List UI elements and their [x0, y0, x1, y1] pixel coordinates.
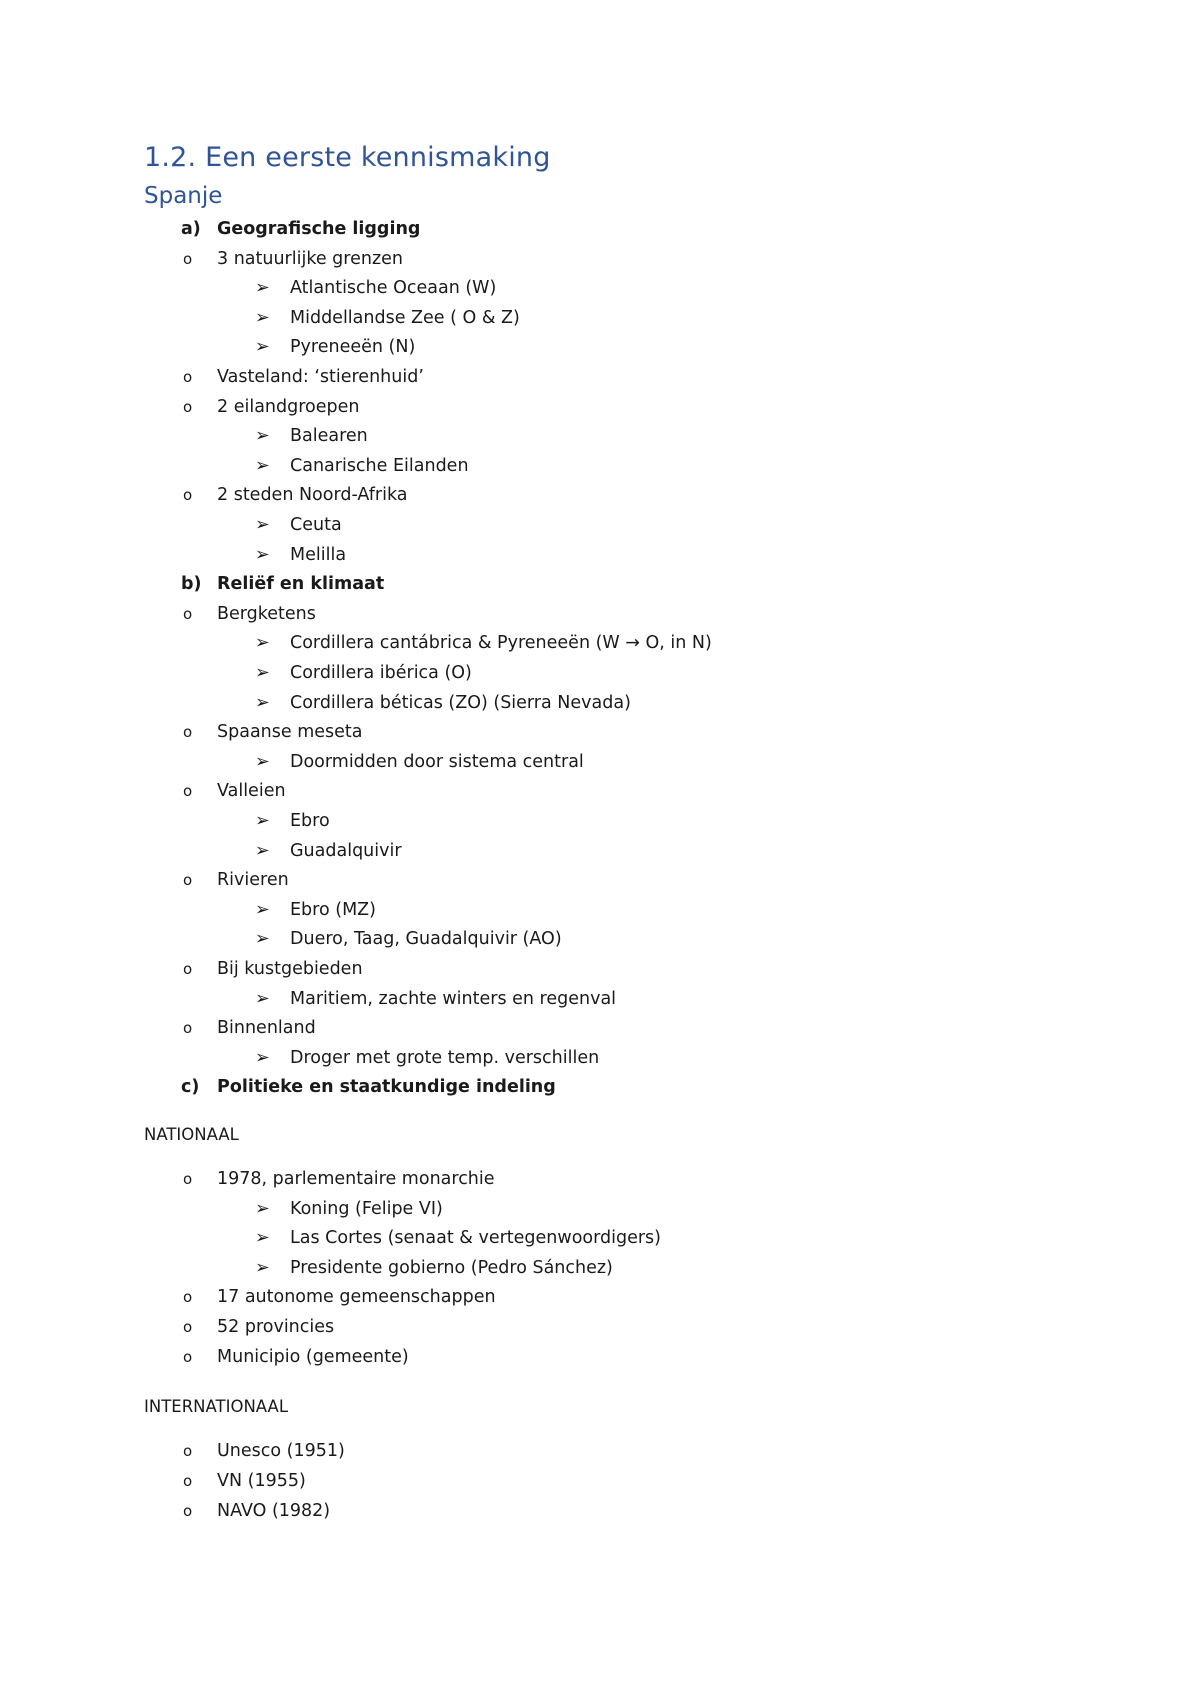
sub-list-item	[0, 1255, 1200, 1281]
arrow-bullet-icon: ➢	[255, 544, 270, 565]
list-item-text: VN (1955)	[217, 1471, 306, 1492]
list-item	[0, 1468, 1200, 1494]
list-item	[0, 1498, 1200, 1524]
circle-bullet-icon: o	[183, 486, 193, 505]
section-heading	[0, 216, 1200, 242]
circle-bullet-icon: o	[183, 871, 193, 890]
arrow-bullet-icon: ➢	[255, 515, 270, 535]
list-item	[0, 1314, 1200, 1340]
section-letter: b)	[181, 574, 202, 595]
list-item	[0, 1166, 1200, 1192]
list-item	[0, 1438, 1200, 1464]
list-item-text: Municipio (gemeente)	[217, 1346, 409, 1367]
list-item-text: Atlantische Oceaan (W)	[290, 278, 497, 299]
page-title: 1.2. Een eerste kennismaking	[144, 142, 551, 173]
sub-list-item	[0, 542, 1200, 568]
list-item-text: NAVO (1982)	[217, 1501, 331, 1522]
sub-list-item	[0, 838, 1200, 864]
list-item-text: Valleien	[217, 781, 286, 802]
nationaal-heading: NATIONAAL	[144, 1125, 239, 1144]
list-item-text: Canarische Eilanden	[290, 455, 469, 476]
list-item	[0, 246, 1200, 272]
sub-list-item	[0, 808, 1200, 834]
page-subtitle: Spanje	[144, 183, 223, 209]
list-item-text: 52 provincies	[217, 1317, 335, 1337]
list-item-text: 17 autonome gemeenschappen	[217, 1287, 496, 1308]
section-letter: a)	[181, 219, 201, 239]
sub-list-item	[0, 423, 1200, 449]
list-item-text: Bij kustgebieden	[217, 959, 363, 979]
list-item-text: 2 eilandgroepen	[217, 396, 360, 417]
list-item-text: Ceuta	[290, 515, 342, 535]
sub-list-item	[0, 512, 1200, 538]
arrow-bullet-icon: ➢	[255, 692, 270, 713]
arrow-bullet-icon: ➢	[255, 1228, 270, 1249]
list-item-text: Balearen	[290, 426, 368, 447]
arrow-bullet-icon: ➢	[255, 337, 270, 358]
list-item	[0, 1015, 1200, 1041]
list-item-text: Ebro (MZ)	[290, 899, 376, 920]
sub-list-item	[0, 1196, 1200, 1222]
list-item-text: Cordillera béticas (ZO) (Sierra Nevada)	[290, 692, 631, 713]
sub-list-item	[0, 334, 1200, 360]
circle-bullet-icon: o	[183, 249, 193, 268]
sub-list-item	[0, 1225, 1200, 1251]
list-item-text: 3 natuurlijke grenzen	[217, 248, 403, 269]
arrow-bullet-icon: ➢	[255, 1047, 270, 1068]
list-item	[0, 956, 1200, 982]
arrow-bullet-icon: ➢	[255, 988, 270, 1009]
list-item-text: 1978, parlementaire monarchie	[217, 1169, 495, 1189]
list-item-text: Duero, Taag, Guadalquivir (AO)	[290, 929, 562, 950]
arrow-bullet-icon: ➢	[255, 811, 270, 831]
section-heading-text: Politieke en staatkundige indeling	[217, 1077, 556, 1098]
arrow-bullet-icon: ➢	[255, 929, 270, 950]
arrow-bullet-icon: ➢	[255, 840, 270, 861]
section-heading-text: Reliëf en klimaat	[217, 574, 385, 595]
sub-list-item	[0, 660, 1200, 686]
circle-bullet-icon: o	[183, 1502, 193, 1521]
list-item-text: Guadalquivir	[290, 840, 402, 861]
sub-list-item	[0, 1045, 1200, 1071]
sub-list-item	[0, 690, 1200, 716]
list-item-text: Melilla	[290, 544, 347, 565]
list-item-text: Bergketens	[217, 603, 316, 624]
list-item	[0, 867, 1200, 893]
circle-bullet-icon: o	[183, 1347, 193, 1366]
list-item-text: Vasteland: ‘stierenhuid’	[217, 367, 424, 387]
list-item-text: Droger met grote temp. verschillen	[290, 1047, 600, 1068]
section-heading-text: Geografische ligging	[217, 219, 421, 239]
sub-list-item	[0, 305, 1200, 331]
list-item	[0, 719, 1200, 745]
arrow-bullet-icon: ➢	[255, 455, 270, 476]
list-item-text: 2 steden Noord-Afrika	[217, 485, 408, 506]
arrow-bullet-icon: ➢	[255, 1257, 270, 1278]
circle-bullet-icon: o	[183, 960, 193, 978]
circle-bullet-icon: o	[183, 1442, 193, 1460]
arrow-bullet-icon: ➢	[255, 899, 270, 920]
list-item-text: Cordillera ibérica (O)	[290, 663, 472, 683]
list-item-text: Las Cortes (senaat & vertegenwoordigers)	[290, 1228, 661, 1249]
list-item-text: Spaanse meseta	[217, 722, 363, 743]
list-item	[0, 1284, 1200, 1310]
list-item-text: Pyreneeën (N)	[290, 337, 416, 358]
circle-bullet-icon: o	[183, 604, 193, 623]
arrow-bullet-icon: ➢	[255, 663, 270, 683]
list-item-text: Doormidden door sistema central	[290, 751, 584, 772]
circle-bullet-icon: o	[183, 1472, 193, 1491]
arrow-bullet-icon: ➢	[255, 278, 270, 299]
circle-bullet-icon: o	[183, 1019, 193, 1038]
list-item-text: Maritiem, zachte winters en regenval	[290, 988, 617, 1009]
sub-list-item	[0, 453, 1200, 479]
list-item-text: Middellandse Zee ( O & Z)	[290, 307, 520, 328]
arrow-bullet-icon: ➢	[255, 426, 270, 447]
arrow-bullet-icon: ➢	[255, 307, 270, 328]
sub-list-item	[0, 630, 1200, 656]
circle-bullet-icon: o	[183, 782, 193, 801]
sub-list-item	[0, 986, 1200, 1012]
section-heading	[0, 1074, 1200, 1100]
sub-list-item	[0, 275, 1200, 301]
circle-bullet-icon: o	[183, 1288, 193, 1307]
list-item-text: Cordillera cantábrica & Pyreneeën (W → O, in N)	[290, 633, 712, 654]
list-item-text: Presidente gobierno (Pedro Sánchez)	[290, 1257, 613, 1278]
circle-bullet-icon: o	[183, 1170, 193, 1188]
list-item	[0, 364, 1200, 390]
list-item-text: Unesco (1951)	[217, 1441, 345, 1461]
arrow-bullet-icon: ➢	[255, 633, 270, 654]
sub-list-item	[0, 897, 1200, 923]
circle-bullet-icon: o	[183, 397, 193, 416]
circle-bullet-icon: o	[183, 1318, 193, 1336]
list-item	[0, 482, 1200, 508]
sub-list-item	[0, 926, 1200, 952]
sub-list-item	[0, 749, 1200, 775]
section-heading	[0, 571, 1200, 597]
list-item	[0, 601, 1200, 627]
section-letter: c)	[181, 1077, 200, 1098]
list-item-text: Koning (Felipe VI)	[290, 1198, 443, 1219]
arrow-bullet-icon: ➢	[255, 1198, 270, 1219]
internationaal-heading: INTERNATIONAAL	[144, 1397, 289, 1416]
list-item-text: Binnenland	[217, 1018, 316, 1039]
list-item	[0, 778, 1200, 804]
list-item-text: Rivieren	[217, 870, 289, 891]
circle-bullet-icon: o	[183, 723, 193, 742]
list-item-text: Ebro	[290, 811, 330, 831]
circle-bullet-icon: o	[183, 368, 193, 386]
list-item	[0, 1344, 1200, 1370]
arrow-bullet-icon: ➢	[255, 751, 270, 772]
list-item	[0, 394, 1200, 420]
